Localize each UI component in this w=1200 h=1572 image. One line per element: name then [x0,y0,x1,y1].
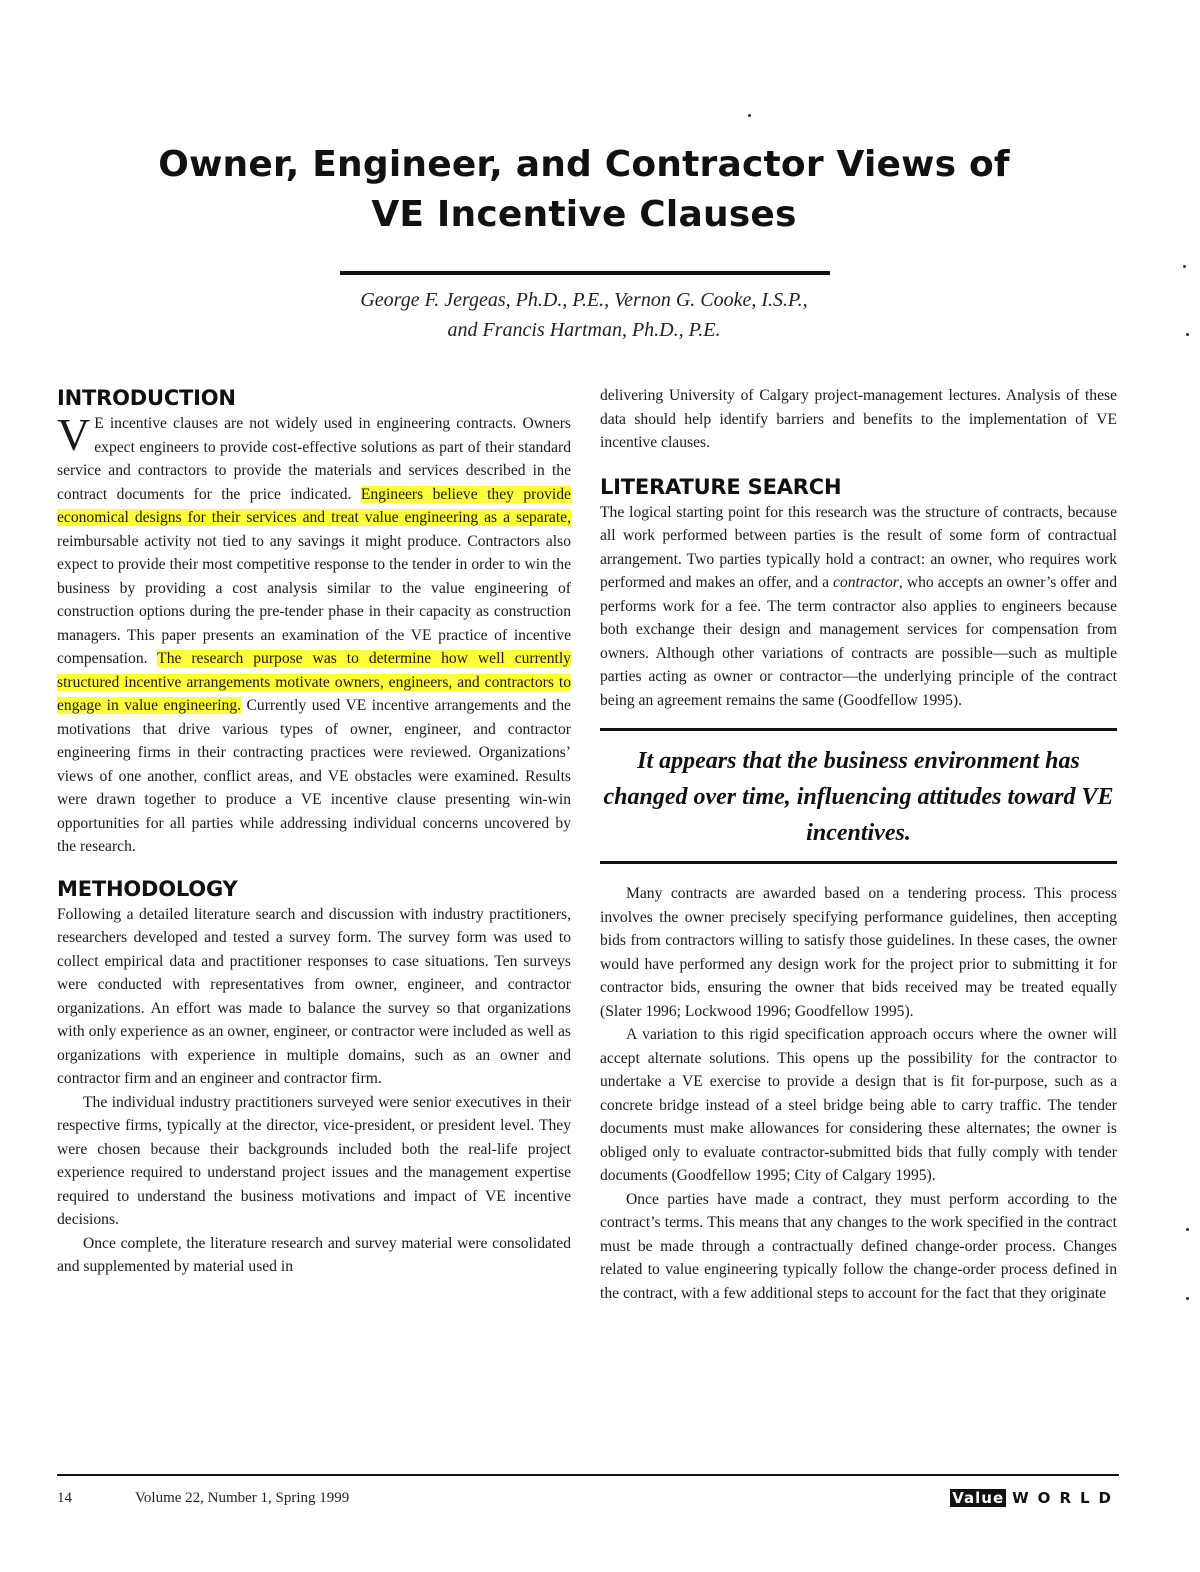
authors [0,285,1168,345]
methodology-paragraph-1: Following a detailed literature search and discussion with industry practitioners, researchers developed and tested a survey form. The survey form was used to collect empirical data and practitioner responses to case situations. Ten surveys were conducted with representatives from owner, engineer, and contractor organizations. An effort was made to balance the survey so that organizations with only experience as an owner, engineer, or contractor were included as well as organizations with experience in multiple domains, such as an owner and contractor firm and an engineer and contractor firm. [57,905,571,1087]
methodology-paragraph-3-continued: delivering University of Calgary project-management lectures. Analysis of these data should help identify barriers and benefits to the implementation of VE incentive clauses. [600,387,1117,451]
highlight-2: The research purpose was to determine how well currently structured incentive arrangements motivate owners, engineers, and contractors to engage in value engineering. [57,650,571,714]
literature-paragraph-2: Many contracts are awarded based on a tendering process. This process involves the owner precisely specifying performance guidelines, then accepting bids from contractors willing to satisfy those guidelines. In these cases, the owner would have performed any design work for the project prior to submitting it for contractor bids, ensuring the owner that bids received may be treated equally (Slater 1996; Lockwood 1996; Goodfellow 1995). [600,885,1117,1020]
authors-line2: and Francis Hartman, Ph.D., P.E. [447,319,721,341]
right-column [600,384,1117,1305]
article-title [0,140,1168,240]
intro-text-a: E incentive clauses are not widely used in engineering contracts. Owners expect engineers to provide cost-effective solutions as part of their standard service and contractors to provide the materials and services described in the contract documents for the price indicated. [57,415,571,503]
article-title-line1: Owner, Engineer, and Contractor Views of [158,144,1010,185]
issue-info: Volume 22, Number 1, Spring 1999 [135,1490,350,1506]
lit-text-a: The logical starting point for this research was the structure of contracts, because all work performed between parties is the result of some form of contractual arrangement. Two parties typically hold a contract: an owner, who requires work performed and makes an offer, and a [600,503,1117,591]
logo-value: Value [952,1489,1005,1507]
intro-text-b: reimbursable activity not tied to any savings it might produce. Contractors also expect to provide their most competitive response to the tender in order to win the business by providing a cost analysis similar to the value engineering of construction options during the pre-tender phase in their capacity as construction managers. This paper presents an examination of the VE practice of incentive compensation. [57,532,571,667]
drop-cap: V [57,409,91,460]
authors-line1: George F. Jergeas, Ph.D., P.E., Vernon G. Cooke, I.S.P., [360,289,808,311]
page-number: 14 [57,1490,72,1506]
literature-paragraph-3: A variation to this rigid specification approach occurs where the owner will accept alternate solutions. This opens up the possibility for the contractor to undertake a VE exercise to provide a design that is fit for-purpose, such as a concrete bridge instead of a steel bridge being able to carry traffic. The tender documents must make allowances for considering these alternates; the owner is obliged only to evaluate contractor-submitted bids that fully comply with tender documents (Goodfellow 1995; City of Calgary 1995). [600,1026,1117,1184]
pullquote-top-rule [600,728,1117,731]
scan-speck [1186,1228,1189,1231]
intro-text-c: Currently used VE incentive arrangements and the motivations that drive various types of owner, engineer, and contractor engineering firms in their contracting practices were reviewed. Organizations’ views of one another, conflict areas, and VE obstacles were examined. Results were drawn together to produce a VE incentive clause presenting win-win opportunities for all parties while addressing individual concerns uncovered by the research. [57,697,571,855]
article-title-line2: VE Incentive Clauses [371,194,797,235]
methodology-paragraph-2: The individual industry practitioners surveyed were senior executives in their respective firms, typically at the director, vice-president, or president level. They were chosen because their backgrounds included both the real-life project experience required to understand project issues and the management expertise required to understand the business motivations and impact of VE incentive decisions. [57,1093,571,1228]
pullquote-bottom-rule [600,861,1117,864]
introduction-heading: INTRODUCTION [57,386,236,410]
methodology-paragraph-3: Once complete, the literature research and survey material were consolidated and supplemented by material used in [57,1234,571,1275]
literature-heading: LITERATURE SEARCH [600,474,842,499]
title-divider [340,271,830,275]
footer-divider [57,1474,1119,1476]
scan-speck [748,114,751,117]
scan-speck [1183,265,1186,268]
methodology-heading: METHODOLOGY [57,876,238,901]
introduction-paragraph [57,409,571,859]
pullquote: It appears that the business environment has changed over time, influencing attitudes toward VE incentives. [603,748,1114,846]
highlight-1: Engineers believe they provide economical designs for their services and treat value engineering as a separate, [57,485,571,526]
logo-world: WORLD [1012,1489,1120,1507]
scan-speck [1186,1297,1189,1300]
literature-paragraph-4: Once parties have made a contract, they must perform according to the contract’s terms. This means that any changes to the work specified in the contract must be made through a contractually defined change-order process. Changes related to value engineering typically follow the change-order process defined in the contract, with a few additional steps to account for the fact that they originate [600,1190,1117,1302]
lit-emphasis: contractor [833,574,899,591]
journal-logo [950,1489,1120,1507]
literature-paragraph-1 [600,501,1117,713]
left-column [57,384,571,1279]
lit-text-b: , who accepts an owner’s offer and performs work for a fee. The term contractor also applies to engineers because both exchange their design and management services for compensation from owners. Although other variations of contracts are possible—such as multiple parties acting as owner or contractor—the underlying principle of the contract being an agreement remains the same (Goodfellow 1995). [600,574,1117,709]
scan-speck [1186,333,1189,336]
